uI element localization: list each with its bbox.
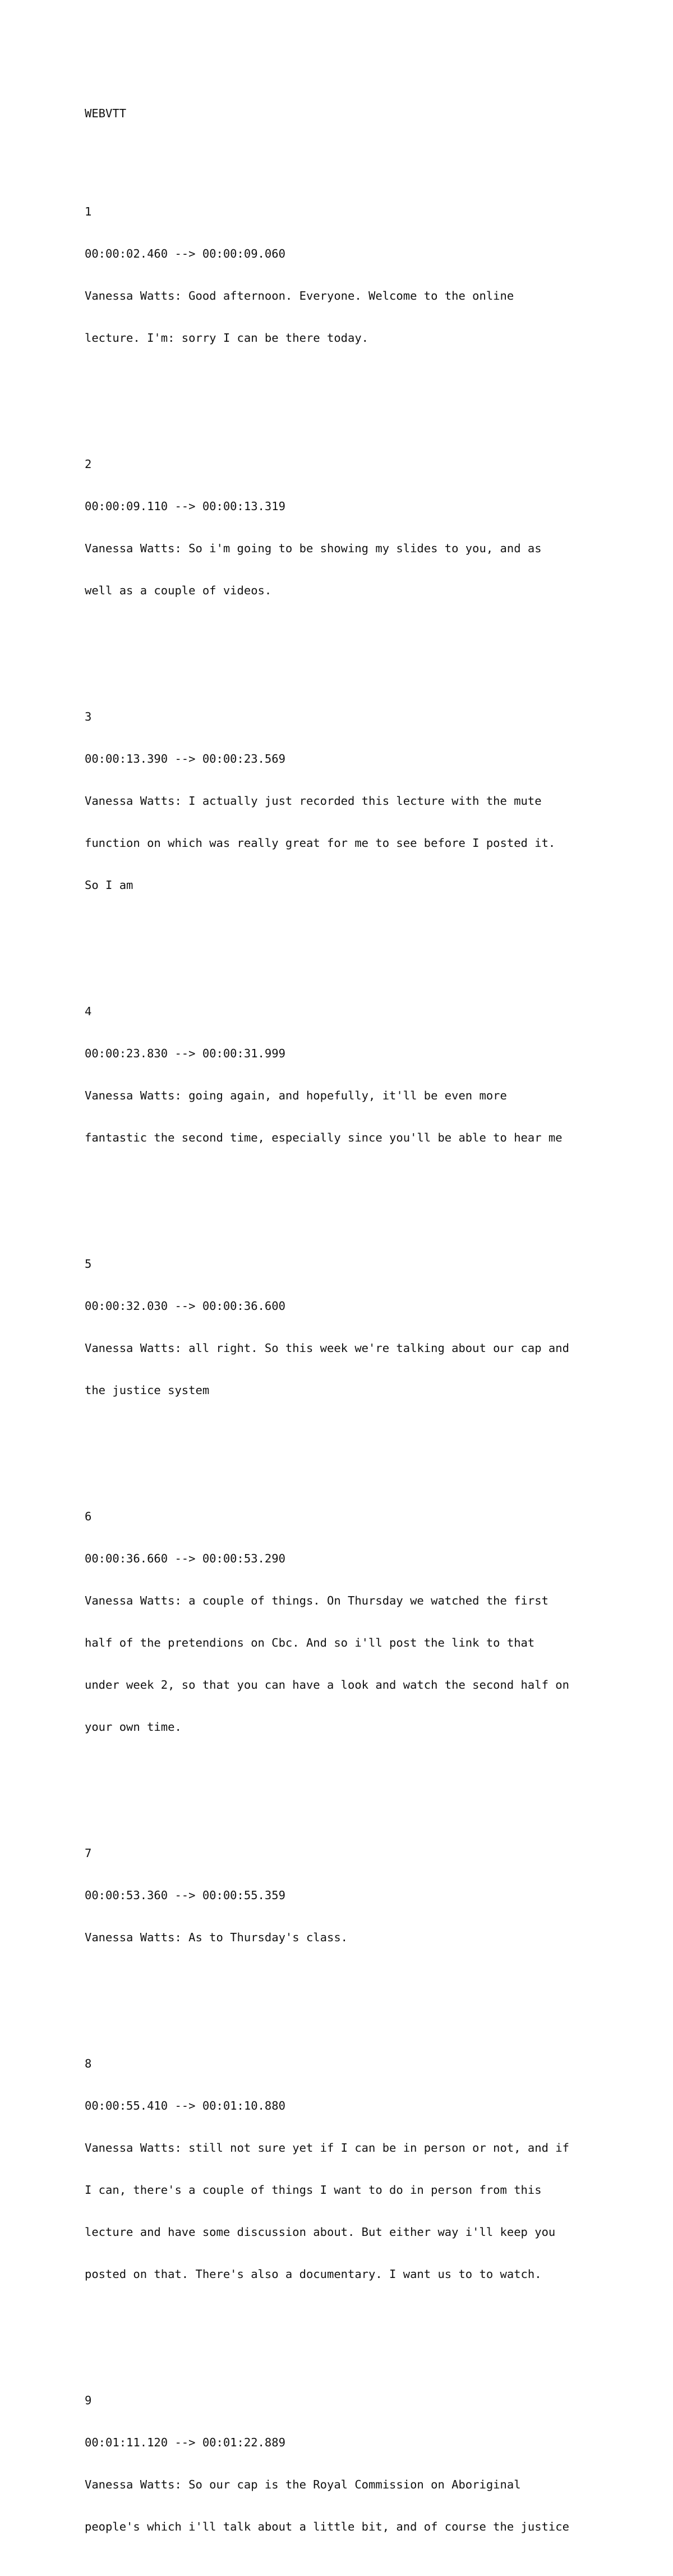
cue-text-line: Vanessa Watts: a couple of things. On Thursday we watched the first: [85, 1594, 548, 1607]
cue-timing: 00:00:13.390 --> 00:00:23.569: [85, 752, 285, 766]
cue-id: 2: [85, 457, 92, 471]
cue-id: 5: [85, 1257, 92, 1271]
file-header: WEBVTT: [85, 107, 127, 120]
cue-1: [85, 177, 646, 373]
cue-8: [85, 2029, 646, 2309]
cue-text-line: the justice system: [85, 1383, 210, 1397]
cue-text-line: Vanessa Watts: As to Thursday's class.: [85, 1931, 348, 1944]
cue-4: [85, 977, 646, 1173]
transcript-page: [85, 79, 646, 2576]
cue-id: 9: [85, 2394, 92, 2407]
cue-text-line: lecture and have some discussion about. But either way i'll keep you: [85, 2225, 556, 2239]
cue-text-line: Vanessa Watts: So our cap is the Royal Commission on Aboriginal: [85, 2478, 521, 2491]
cue-text-line: posted on that. There's also a documentary. I want us to to watch.: [85, 2267, 542, 2281]
cue-text-line: Vanessa Watts: I actually just recorded this lecture with the mute: [85, 794, 542, 808]
cue-9: [85, 2366, 646, 2562]
cue-text-line: I can, there's a couple of things I want to do in person from this: [85, 2183, 542, 2197]
cue-text-line: Vanessa Watts: Good afternoon. Everyone. Welcome to the online: [85, 289, 514, 302]
cue-timing: 00:00:23.830 --> 00:00:31.999: [85, 1047, 285, 1060]
cue-id: 6: [85, 1510, 92, 1523]
cue-id: 8: [85, 2057, 92, 2070]
cue-6: [85, 1482, 646, 1762]
cue-timing: 00:00:02.460 --> 00:00:09.060: [85, 247, 285, 260]
cue-timing: 00:00:53.360 --> 00:00:55.359: [85, 1889, 285, 1902]
cue-text-line: half of the pretendions on Cbc. And so i'll post the link to that: [85, 1636, 535, 1649]
cue-timing: 00:00:55.410 --> 00:01:10.880: [85, 2099, 285, 2112]
cue-id: 1: [85, 205, 92, 218]
cue-text-line: Vanessa Watts: going again, and hopefully, it'll be even more: [85, 1089, 507, 1102]
cue-text-line: So I am: [85, 878, 133, 892]
cue-timing: 00:00:32.030 --> 00:00:36.600: [85, 1299, 285, 1313]
cue-timing: 00:01:11.120 --> 00:01:22.889: [85, 2436, 285, 2449]
cue-text-line: well as a couple of videos.: [85, 584, 272, 597]
cue-text-line: Vanessa Watts: So i'm going to be showing my slides to you, and as: [85, 542, 542, 555]
cue-5: [85, 1229, 646, 1425]
cue-id: 4: [85, 1005, 92, 1018]
cue-7: [85, 1818, 646, 1973]
cue-text-line: lecture. I'm: sorry I can be there today.: [85, 331, 369, 345]
cue-text-line: function on which was really great for me to see before I posted it.: [85, 836, 556, 850]
cue-text-line: Vanessa Watts: still not sure yet if I can be in person or not, and if: [85, 2141, 569, 2155]
cue-timing: 00:00:09.110 --> 00:00:13.319: [85, 499, 285, 513]
cue-text-line: under week 2, so that you can have a look and watch the second half on: [85, 1678, 569, 1692]
cue-text-line: Vanessa Watts: all right. So this week we're talking about our cap and: [85, 1341, 569, 1355]
cue-id: 3: [85, 710, 92, 723]
cue-id: 7: [85, 1846, 92, 1860]
cue-timing: 00:00:36.660 --> 00:00:53.290: [85, 1552, 285, 1565]
cue-2: [85, 429, 646, 626]
cue-text-line: people's which i'll talk about a little bit, and of course the justice: [85, 2520, 569, 2533]
cue-text-line: your own time.: [85, 1720, 182, 1734]
cue-3: [85, 682, 646, 920]
cue-text-line: fantastic the second time, especially since you'll be able to hear me: [85, 1131, 563, 1144]
